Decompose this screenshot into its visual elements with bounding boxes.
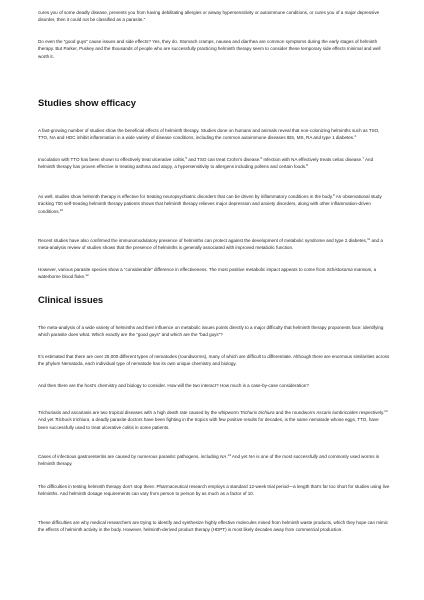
footnote-reference: 5	[185, 156, 188, 160]
paragraph-studies-overview	[38, 127, 390, 142]
italic-term: NA	[219, 454, 227, 459]
paragraph-hdpt	[38, 519, 390, 534]
paragraph-trichuriasis	[38, 409, 390, 431]
paragraph-parasite-species	[38, 266, 390, 281]
italic-term: NA	[248, 454, 255, 459]
footnote-reference: 10	[59, 207, 64, 212]
text-run: And yet	[38, 417, 55, 423]
footnote-reference: 7	[362, 156, 365, 160]
text-run: The difficulties in testing helminth therapy don’t stop there. Pharmaceutical research employs a standard 12-week trial period—a length that’s far too short for studies using live helminths. And helminth dosage requirements can vary from person to person by as much as a factor of 10.	[38, 484, 390, 497]
text-run: and TSO can treat Crohn’s disease.	[187, 157, 261, 162]
text-run: respectively.	[357, 410, 385, 415]
text-run: Inoculation with TTO has been shown to effectively treat ulcerative colitis,	[38, 157, 186, 162]
text-run: However, various parasite species show a “considerable” difference in effectiveness. The most positive metabolic impact appears to come from	[38, 267, 327, 272]
text-run: These difficulties are why medical researchers are trying to identify and synthesize highly effective molecules mined from helminth waste products, which they hope can mimic the effects of helminth activity in the body. However, helminth-derived product therapy (HDPT) is most likely decades away from commercial production.	[38, 520, 389, 533]
text-run: And helminth therapy has proven effective in treating asthma and atopy, a hypersensitivity to allergens including pollens and certain foods.	[38, 157, 374, 170]
text-run: As well, studies show helminth therapy is effective for treating neuropsychiatric disorders that can be driven by inflammatory conditions in the body.	[38, 194, 334, 199]
italic-term: successfully and	[293, 454, 327, 459]
heading-studies-show-efficacy: Studies show efficacy	[38, 97, 136, 108]
footnote-reference: 11	[367, 237, 371, 241]
paragraph-gastroenteritis	[38, 453, 390, 468]
text-run: The meta-analysis of a wide variety of helminths and their influence on metabolic issues points directly to a major difficulty that helminth therapy proponents face: identifying which parasite does what. Which exactly are the “good guys” and which are the “bad guys”?	[38, 325, 384, 338]
footnote-reference: 13	[384, 409, 388, 413]
text-run: and the roundworm	[274, 410, 317, 415]
footnote-reference: 8	[306, 163, 308, 168]
paragraph-side-effects	[38, 38, 390, 60]
paragraph-intro-continuation	[38, 9, 390, 24]
text-run: And yet	[230, 454, 249, 459]
paragraph-nematodes	[38, 353, 390, 368]
footnote-reference: 14	[227, 453, 231, 457]
text-run: Recent studies have also confirmed the immunomodulatory presence of helminths can protect against the development of metabolic syndrome and type 2 diabetes,	[38, 238, 368, 243]
paragraph-host-chemistry	[38, 382, 390, 389]
text-run: and a meta-analysis review of studies shows that the presence of helminths is generally associated with improved metabolic function.	[38, 238, 383, 251]
text-run: cures you of some deadly disease, prevents you from having debilitating allergies or airway hypersensitivity or autoimmune conditions, or cures you of a major depressive disorder, then it could not be classified as a parasite.”	[38, 10, 380, 23]
text-run: An observational study tracking 700 self-treating helminth therapy patients shows that helminth therapy relieves major depression and anxiety disorders, along with other inflammation-driven conditions.	[38, 194, 382, 214]
italic-term: Ascaris lumbricoides	[316, 410, 358, 415]
footnote-reference: 4	[354, 134, 357, 139]
text-run: Trichuriasis and ascariasis are two tropical diseases with a high death rate caused by the whipworm	[38, 410, 241, 415]
text-run: And then there are the host’s chemistry and biology to consider. How will the two interact? How much is a case-by-case consideration?	[38, 383, 309, 388]
text-run: , a deadly parasite doctors have been fighting in the tropics with few positive results for decades, is the same nematode whose eggs, TTO, have been successfully used to treat ulcerative colitis in some patients.	[38, 417, 379, 430]
footnote-reference: 9	[333, 193, 335, 197]
text-run: Do even the “good guys” cause issues and side effects? Yes, they do. Stomach cramps, nausea and diarrhea are common symptoms during the early stages of helminth therapy. But Parker, Puskey and the thousands of people who are successfully practicing helminth therapy seem to consider these temporary side effects minimal and well worth it.	[38, 39, 381, 59]
text-run: A fast-growing number of studies show the beneficial effects of helminth therapy. Studies done on humans and animals reveal that non-colonizing helminths such as TSO, TTO, NA and HDC inhibit inflammation in a wide variety of disease conditions, including the common autoimmune diseases IBS, MS, RA and type 1 diabetes.	[38, 128, 380, 141]
heading-clinical-issues: Clinical issues	[38, 294, 104, 305]
text-run: Cases of infectious gastroenteritis are caused by numerous parasitic pathogens, including	[38, 454, 220, 459]
text-run: commonly used worms in helminth therapy.	[38, 454, 380, 467]
italic-term: Trichuris trichiura	[54, 417, 90, 423]
paragraph-meta-analysis	[38, 324, 390, 339]
footnote-reference: 6	[260, 156, 263, 160]
text-run: Infection with NA effectively treats celiac disease.	[262, 157, 363, 162]
text-run: is one of the most	[254, 454, 294, 459]
text-run: .	[226, 454, 228, 459]
paragraph-inoculation	[38, 156, 390, 171]
footnote-reference: 12	[85, 273, 89, 278]
paragraph-metabolic	[38, 237, 390, 252]
paragraph-testing-difficulties	[38, 483, 390, 498]
italic-term: Schistosoma mansoni	[326, 267, 372, 272]
text-run: , a waterborne blood fluke.	[38, 267, 377, 280]
text-run: It’s estimated that there are over 25,000 different types of nematodes (roundworms), many of which are difficult to differentiate. Although there are enormous similarities across the phylum Nematoda, each individual type of nematode has its own unique chemistry and biology.	[38, 354, 390, 367]
paragraph-neuropsychiatric	[38, 193, 390, 215]
italic-term: Trichuris trichiura	[240, 410, 275, 415]
